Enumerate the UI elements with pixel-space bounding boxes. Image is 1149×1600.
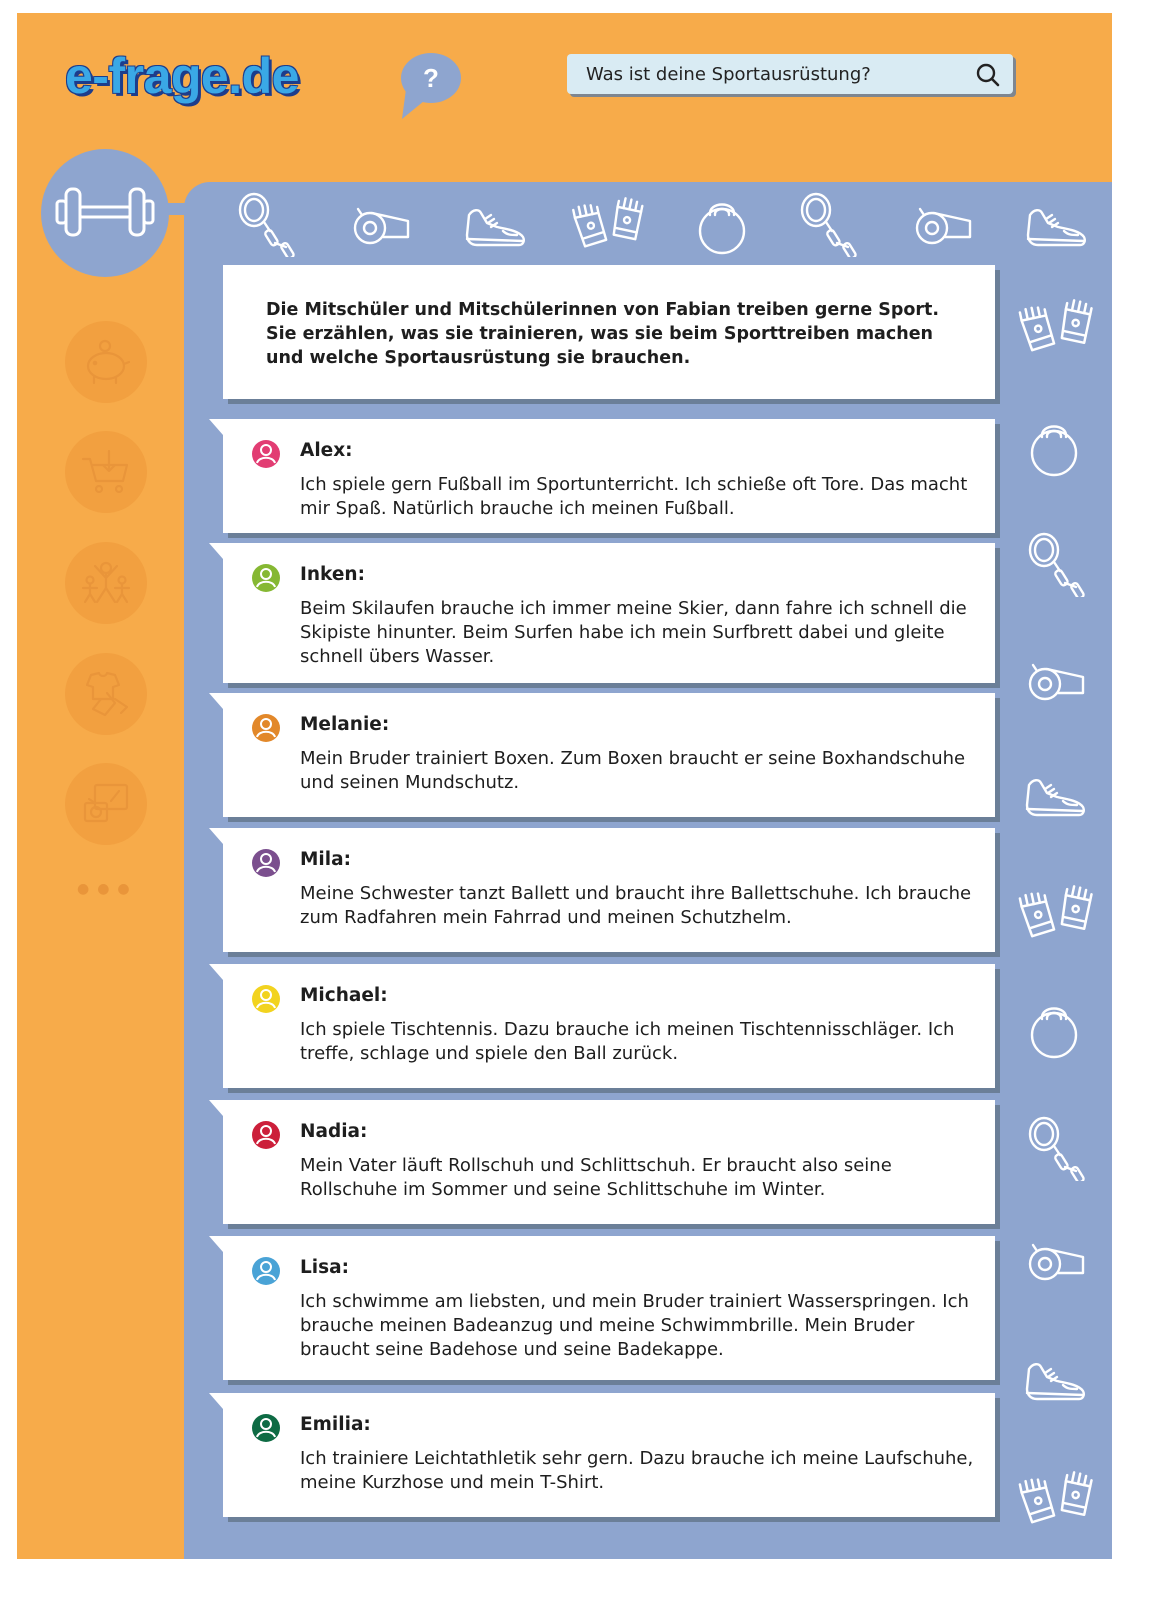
kettlebell-icon	[1029, 999, 1079, 1059]
sneaker-icon	[1023, 1355, 1087, 1405]
user-avatar-icon	[251, 439, 281, 469]
whistle-icon	[1025, 1239, 1087, 1285]
post-text: Mein Vater läuft Rollschuh und Schlittschuh. Er braucht also seine Rollschuhe im Sommer und seine Schlittschuhe im Winter.	[300, 1155, 892, 1200]
post-card	[223, 1100, 995, 1224]
gloves-icon	[1010, 1471, 1106, 1527]
post-text: Ich trainiere Leichtathletik sehr gern. Dazu brauche ich meine Laufschuhe, meine Kurzhose und mein T-Shirt.	[300, 1448, 974, 1493]
post-author: Lisa:	[300, 1257, 350, 1278]
sneaker-icon	[1023, 771, 1087, 821]
jump-rope-icon	[796, 191, 858, 257]
site-logo[interactable]: e-frage.de	[65, 48, 299, 104]
intro-text: Die Mitschüler und Mitschülerinnen von Fabian treiben gerne Sport. Sie erzählen, was sie trainieren, was sie beim Sporttreiben machen und welche Sportausrüstung sie brauchen.	[266, 300, 940, 368]
jump-rope-icon	[234, 191, 296, 257]
post-author: Michael:	[300, 985, 388, 1006]
sneaker-icon	[1024, 201, 1088, 251]
sidebar-item-people[interactable]	[65, 542, 147, 624]
intro-card	[223, 265, 995, 399]
post-card	[223, 419, 995, 533]
question-bubble-icon	[398, 51, 464, 123]
media-icon	[81, 779, 131, 829]
post-text: Ich schwimme am liebsten, und mein Bruder trainiert Wasserspringen. Ich brauche meinen Badeanzug und meine Schwimmbrille. Mein Bruder braucht seine Badehose und seine Badekappe.	[300, 1291, 969, 1360]
post-author: Alex:	[300, 440, 353, 461]
user-avatar-icon	[251, 1413, 281, 1443]
user-avatar-icon	[251, 1120, 281, 1150]
gloves-icon	[562, 197, 658, 251]
whistle-icon	[912, 203, 974, 249]
user-avatar-icon	[251, 984, 281, 1014]
post-author: Mila:	[300, 849, 351, 870]
sneaker-icon	[463, 201, 527, 251]
post-text: Ich spiele Tischtennis. Dazu brauche ich meinen Tischtennisschläger. Ich treffe, schlage und spiele den Ball zurück.	[300, 1019, 955, 1064]
post-author: Emilia:	[300, 1414, 371, 1435]
more-dots[interactable]: ●●●	[77, 881, 138, 897]
post-text: Meine Schwester tanzt Ballett und braucht ihre Ballettschuhe. Ich brauche zum Radfahren mein Fahrrad und meinen Schutzhelm.	[300, 883, 972, 928]
clothing-icon	[81, 669, 131, 719]
sidebar-item-shopping[interactable]	[65, 431, 147, 513]
people-icon	[81, 558, 131, 608]
user-avatar-icon	[251, 1256, 281, 1286]
search-icon[interactable]	[975, 62, 1001, 88]
sidebar-item-media[interactable]	[65, 763, 147, 845]
sidebar-item-piggy-bank[interactable]	[65, 321, 147, 403]
gloves-icon	[1010, 299, 1106, 355]
search-input[interactable]: Was ist deine Sportausrüstung?	[586, 64, 871, 85]
page-frame	[17, 13, 1112, 1559]
post-author: Nadia:	[300, 1121, 368, 1142]
user-avatar-icon	[251, 848, 281, 878]
jump-rope-icon	[1024, 1115, 1086, 1181]
user-avatar-icon	[251, 563, 281, 593]
post-card	[223, 1236, 995, 1380]
post-card	[223, 828, 995, 952]
post-card	[223, 693, 995, 817]
kettlebell-icon	[1029, 417, 1079, 477]
post-text: Beim Skilaufen brauche ich immer meine Skier, dann fahre ich schnell die Skipiste hinunter. Beim Surfen habe ich mein Surfbrett dabei und gleite schnell übers Wasser.	[300, 598, 967, 667]
post-card	[223, 543, 995, 683]
jump-rope-icon	[1024, 531, 1086, 597]
piggy-bank-icon	[81, 337, 131, 387]
dumbbell-icon	[55, 183, 155, 241]
shopping-cart-icon	[81, 447, 131, 497]
sidebar-item-sport[interactable]	[41, 149, 169, 277]
post-card	[223, 964, 995, 1088]
search-bar[interactable]	[567, 54, 1013, 94]
gloves-icon	[1010, 885, 1106, 941]
whistle-icon	[350, 203, 412, 249]
whistle-icon	[1025, 659, 1087, 705]
user-avatar-icon	[251, 713, 281, 743]
kettlebell-icon	[697, 195, 747, 255]
post-author: Inken:	[300, 564, 365, 585]
post-card	[223, 1393, 995, 1517]
post-author: Melanie:	[300, 714, 390, 735]
logo-badge: ?	[423, 63, 439, 93]
post-text: Ich spiele gern Fußball im Sportunterricht. Ich schieße oft Tore. Das macht mir Spaß. Natürlich brauche ich meinen Fußball.	[300, 474, 968, 519]
post-text: Mein Bruder trainiert Boxen. Zum Boxen braucht er seine Boxhandschuhe und seinen Mundschutz.	[300, 748, 966, 793]
sidebar-item-clothing[interactable]	[65, 653, 147, 735]
